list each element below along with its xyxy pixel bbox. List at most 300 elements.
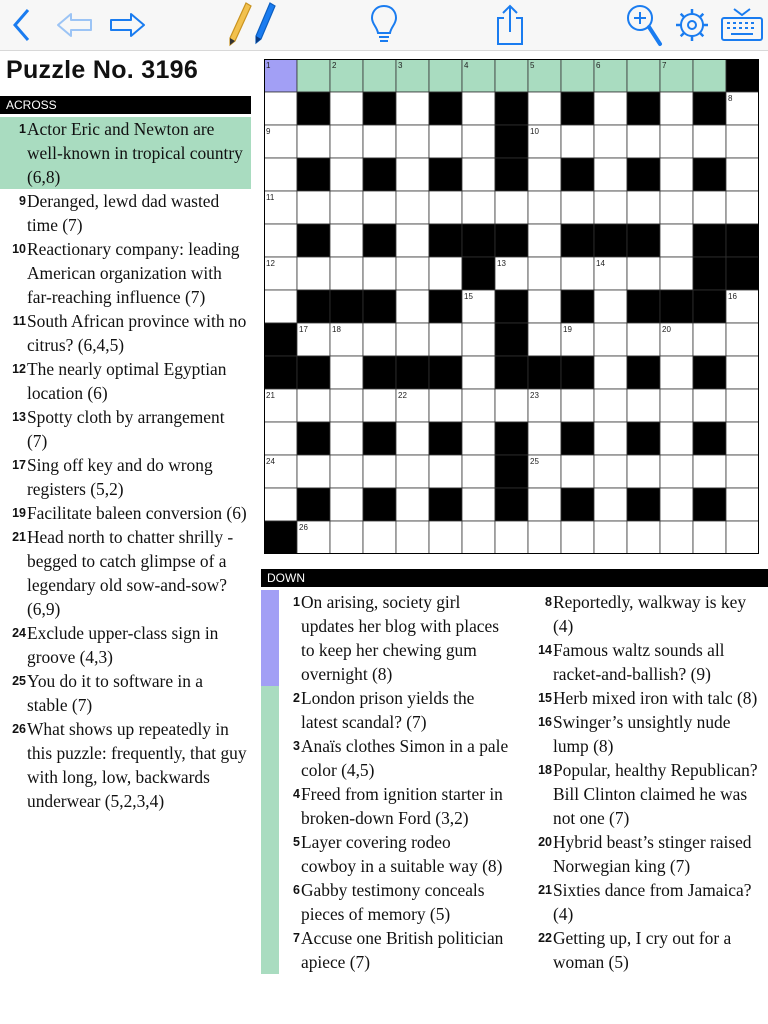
grid-cell-black — [561, 224, 594, 257]
grid-cell-white[interactable] — [660, 389, 693, 422]
grid-cell-white[interactable] — [561, 125, 594, 158]
grid-cell-white[interactable] — [726, 488, 759, 521]
grid-cell-white[interactable] — [528, 521, 561, 554]
grid-cell-black — [297, 290, 330, 323]
clue-text: Herb mixed iron with talc (8) — [553, 688, 758, 708]
grid-cell-number: 8 — [728, 94, 733, 103]
grid-cell-black — [396, 356, 429, 389]
grid-cell-black — [594, 224, 627, 257]
grid-cell-white[interactable] — [429, 257, 462, 290]
clue-down-col1-2[interactable] — [261, 686, 509, 734]
grid-cell-white[interactable] — [594, 290, 627, 323]
grid-cell-white[interactable] — [330, 488, 363, 521]
grid-cell-black — [297, 488, 330, 521]
grid-cell-white[interactable] — [264, 422, 297, 455]
grid-cell-black — [363, 356, 396, 389]
crossword-grid[interactable] — [264, 59, 759, 554]
clue-text: Famous waltz sounds all racket-and-ballish? (9) — [553, 640, 725, 684]
grid-cell-white[interactable] — [627, 257, 660, 290]
pen-icon — [248, 1, 278, 49]
grid-cell-white[interactable] — [264, 158, 297, 191]
grid-cell-highlighted[interactable] — [627, 59, 660, 92]
clue-across-clues-24[interactable] — [0, 621, 251, 669]
grid-cell-white[interactable] — [561, 455, 594, 488]
grid-cell-white[interactable] — [726, 158, 759, 191]
grid-cell-white[interactable] — [627, 455, 660, 488]
clue-down-col2-14[interactable] — [509, 638, 768, 686]
clue-number: 21 — [12, 530, 26, 544]
grid-cell-white[interactable] — [660, 191, 693, 224]
grid-cell-black — [726, 257, 759, 290]
grid-cell-white[interactable] — [396, 125, 429, 158]
grid-cell-white[interactable] — [330, 422, 363, 455]
grid-cell-white[interactable] — [462, 521, 495, 554]
clue-number: 5 — [293, 835, 300, 849]
clue-number: 14 — [538, 643, 552, 657]
grid-cell-black — [297, 224, 330, 257]
grid-cell-white[interactable] — [462, 356, 495, 389]
clue-text: Freed from ignition starter in broken-down Ford (3,2) — [301, 784, 503, 828]
grid-cell-white[interactable] — [726, 389, 759, 422]
grid-cell-white[interactable] — [693, 125, 726, 158]
clue-text: London prison yields the latest scandal? (7) — [301, 688, 475, 732]
grid-cell-white[interactable] — [264, 488, 297, 521]
grid-cell-black — [429, 224, 462, 257]
settings-button[interactable] — [672, 0, 712, 50]
grid-cell-white[interactable] — [495, 521, 528, 554]
grid-cell-black — [627, 92, 660, 125]
clue-number: 19 — [12, 506, 26, 520]
grid-cell-white[interactable] — [726, 125, 759, 158]
grid-cell-number: 7 — [662, 61, 667, 70]
down-clue-list-left — [261, 590, 509, 974]
grid-cell-white[interactable] — [396, 191, 429, 224]
grid-cell-white[interactable] — [330, 521, 363, 554]
grid-cell-white[interactable] — [561, 521, 594, 554]
grid-cell-black — [429, 290, 462, 323]
grid-cell-highlighted[interactable] — [297, 59, 330, 92]
grid-cell-white[interactable] — [528, 92, 561, 125]
clue-number: 10 — [12, 242, 26, 256]
clue-text: Spotty cloth by arrangement (7) — [27, 407, 225, 451]
grid-cell-white[interactable] — [594, 125, 627, 158]
grid-cell-number: 24 — [266, 457, 275, 466]
grid-cell-white[interactable] — [396, 488, 429, 521]
grid-cell-black — [693, 356, 726, 389]
clue-highlight-bar — [509, 926, 527, 974]
grid-cell-white[interactable] — [363, 191, 396, 224]
grid-cell-black — [495, 488, 528, 521]
grid-cell-number: 25 — [530, 457, 539, 466]
grid-cell-white[interactable] — [594, 92, 627, 125]
clue-across-clues-17[interactable] — [0, 453, 251, 501]
clue-down-col2-8[interactable] — [509, 590, 768, 638]
grid-cell-black — [297, 158, 330, 191]
grid-cell-white[interactable] — [594, 356, 627, 389]
grid-cell-white[interactable] — [660, 356, 693, 389]
grid-cell-black — [429, 422, 462, 455]
grid-cell-black — [495, 356, 528, 389]
back-icon — [10, 7, 34, 43]
clue-down-col1-3[interactable] — [261, 734, 509, 782]
grid-cell-white[interactable] — [363, 455, 396, 488]
grid-cell-black — [693, 224, 726, 257]
grid-cell-white[interactable] — [660, 158, 693, 191]
clue-text: Head north to chatter shrilly - begged to catch glimpse of a legendary old sow-and-sow? (6,9) — [27, 527, 234, 619]
redo-icon — [108, 11, 146, 39]
grid-cell-white[interactable] — [660, 257, 693, 290]
grid-cell-white[interactable] — [693, 389, 726, 422]
grid-cell-white[interactable] — [726, 323, 759, 356]
share-icon — [495, 4, 525, 46]
clue-highlight-bar — [261, 926, 279, 974]
clue-text: Accuse one British politician apiece (7) — [301, 928, 504, 972]
grid-cell-white[interactable] — [462, 488, 495, 521]
grid-cell-white[interactable] — [396, 257, 429, 290]
grid-cell-number: 1 — [266, 61, 271, 70]
clue-highlight-bar — [261, 782, 279, 830]
grid-cell-white[interactable] — [528, 191, 561, 224]
grid-cell-white[interactable] — [462, 92, 495, 125]
clue-highlight-bar — [509, 686, 527, 710]
clue-text: You do it to software in a stable (7) — [27, 671, 203, 715]
grid-cell-black — [561, 356, 594, 389]
grid-cell-white[interactable] — [462, 125, 495, 158]
grid-cell-white[interactable] — [396, 323, 429, 356]
grid-cell-white[interactable] — [363, 521, 396, 554]
clue-down-col2-15[interactable] — [509, 686, 768, 710]
clue-highlight-bar — [509, 830, 527, 878]
clue-across-clues-25[interactable] — [0, 669, 251, 717]
grid-cell-white[interactable] — [726, 356, 759, 389]
hint-bulb-icon — [369, 3, 399, 47]
grid-cell-white[interactable] — [429, 125, 462, 158]
clue-highlight-bar — [509, 590, 527, 638]
grid-cell-number: 15 — [464, 292, 473, 301]
grid-cell-number: 5 — [530, 61, 535, 70]
clue-number: 16 — [538, 715, 552, 729]
back-button[interactable] — [2, 0, 42, 50]
grid-cell-white[interactable] — [594, 521, 627, 554]
grid-cell-white[interactable] — [594, 389, 627, 422]
clue-highlight-bar — [261, 590, 279, 686]
undo-button[interactable] — [52, 0, 98, 50]
grid-cell-white[interactable] — [297, 125, 330, 158]
clue-number: 1 — [293, 595, 300, 609]
grid-cell-black — [429, 488, 462, 521]
clue-across-clues-10[interactable] — [0, 237, 251, 309]
clue-across-clues-26[interactable] — [0, 717, 251, 813]
clue-text: Sixties dance from Jamaica? (4) — [553, 880, 752, 924]
grid-cell-black — [495, 290, 528, 323]
grid-cell-white[interactable] — [330, 92, 363, 125]
clue-number: 18 — [538, 763, 552, 777]
clue-down-col2-22[interactable] — [509, 926, 768, 974]
grid-cell-black — [363, 422, 396, 455]
grid-cell-white[interactable] — [528, 422, 561, 455]
grid-cell-number: 12 — [266, 259, 275, 268]
grid-cell-black — [726, 59, 759, 92]
clue-number: 20 — [538, 835, 552, 849]
grid-cell-black — [363, 290, 396, 323]
grid-cell-white[interactable] — [528, 257, 561, 290]
grid-cell-white[interactable] — [297, 389, 330, 422]
grid-cell-white[interactable] — [330, 389, 363, 422]
grid-cell-white[interactable] — [495, 191, 528, 224]
clue-number: 21 — [538, 883, 552, 897]
grid-cell-black — [297, 356, 330, 389]
grid-cell-highlighted[interactable] — [363, 59, 396, 92]
grid-cell-white[interactable] — [528, 158, 561, 191]
clue-number: 12 — [12, 362, 26, 376]
grid-cell-white[interactable] — [528, 488, 561, 521]
grid-cell-black — [561, 158, 594, 191]
grid-cell-black — [363, 92, 396, 125]
clue-text: Reactionary company: leading American organization with far-reaching influence (7) — [27, 239, 240, 307]
grid-cell-white[interactable] — [396, 92, 429, 125]
grid-cell-white[interactable] — [660, 521, 693, 554]
grid-cell-highlighted[interactable] — [693, 59, 726, 92]
grid-cell-black — [693, 488, 726, 521]
grid-cell-white[interactable] — [594, 455, 627, 488]
grid-cell-white[interactable] — [396, 455, 429, 488]
grid-cell-white[interactable] — [396, 521, 429, 554]
clue-down-col2-18[interactable] — [509, 758, 768, 830]
toolbar — [0, 0, 768, 51]
grid-cell-white[interactable] — [594, 422, 627, 455]
grid-cell-white[interactable] — [627, 191, 660, 224]
across-clue-list — [0, 117, 251, 813]
grid-cell-white[interactable] — [660, 92, 693, 125]
grid-cell-white[interactable] — [462, 422, 495, 455]
grid-cell-highlighted[interactable] — [429, 59, 462, 92]
grid-cell-white[interactable] — [726, 422, 759, 455]
clue-number: 24 — [12, 626, 26, 640]
grid-cell-black — [297, 92, 330, 125]
clue-across-clues-9[interactable] — [0, 189, 251, 237]
grid-cell-white[interactable] — [264, 224, 297, 257]
grid-cell-white[interactable] — [330, 158, 363, 191]
grid-cell-white[interactable] — [462, 158, 495, 191]
grid-cell-white[interactable] — [429, 521, 462, 554]
grid-cell-white[interactable] — [396, 422, 429, 455]
grid-cell-black — [264, 356, 297, 389]
grid-cell-black — [627, 422, 660, 455]
grid-cell-white[interactable] — [594, 323, 627, 356]
clue-across-clues-11[interactable] — [0, 309, 251, 357]
clue-text: Popular, healthy Republican? Bill Clinton claimed he was not one (7) — [553, 760, 758, 828]
clue-text: Facilitate baleen conversion (6) — [27, 503, 247, 523]
clue-number: 17 — [12, 458, 26, 472]
grid-cell-white[interactable] — [693, 521, 726, 554]
settings-gear-icon — [674, 7, 710, 43]
grid-cell-black — [330, 290, 363, 323]
clue-number: 8 — [545, 595, 552, 609]
clue-down-col1-6[interactable] — [261, 878, 509, 926]
redo-button[interactable] — [104, 0, 150, 50]
grid-cell-white[interactable] — [594, 191, 627, 224]
grid-cell-white[interactable] — [726, 455, 759, 488]
grid-cell-white[interactable] — [528, 290, 561, 323]
grid-cell-number: 3 — [398, 61, 403, 70]
grid-cell-white[interactable] — [726, 521, 759, 554]
clue-down-col1-1[interactable] — [261, 590, 509, 686]
clue-highlight-bar — [261, 878, 279, 926]
grid-cell-black — [561, 422, 594, 455]
clue-text: Actor Eric and Newton are well-known in tropical country (6,8) — [27, 119, 243, 187]
grid-cell-white[interactable] — [363, 257, 396, 290]
clue-number: 13 — [12, 410, 26, 424]
grid-cell-number: 22 — [398, 391, 407, 400]
hint-button[interactable] — [364, 0, 404, 50]
grid-cell-white[interactable] — [462, 389, 495, 422]
grid-cell-black — [693, 422, 726, 455]
grid-cell-white[interactable] — [627, 521, 660, 554]
grid-cell-white[interactable] — [330, 455, 363, 488]
grid-cell-number: 18 — [332, 325, 341, 334]
grid-cell-highlighted[interactable] — [561, 59, 594, 92]
grid-cell-white[interactable] — [561, 257, 594, 290]
clue-down-col1-7[interactable] — [261, 926, 509, 974]
grid-cell-black — [495, 92, 528, 125]
clue-across-clues-21[interactable] — [0, 525, 251, 621]
grid-cell-number: 4 — [464, 61, 469, 70]
grid-cell-number: 20 — [662, 325, 671, 334]
clue-down-col2-21[interactable] — [509, 878, 768, 926]
grid-cell-black — [627, 224, 660, 257]
grid-cell-white[interactable] — [462, 191, 495, 224]
clue-text: Sing off key and do wrong registers (5,2) — [27, 455, 213, 499]
grid-cell-number: 10 — [530, 127, 539, 136]
grid-cell-white[interactable] — [660, 125, 693, 158]
grid-cell-white[interactable] — [429, 455, 462, 488]
clue-highlight-bar — [261, 830, 279, 878]
grid-cell-white[interactable] — [660, 455, 693, 488]
clue-text: South African province with no citrus? (6,4,5) — [27, 311, 247, 355]
grid-cell-white[interactable] — [462, 323, 495, 356]
pen-mode-button[interactable] — [248, 0, 278, 50]
clue-number: 22 — [538, 931, 552, 945]
across-header: ACROSS — [0, 96, 251, 114]
grid-cell-white[interactable] — [660, 224, 693, 257]
grid-cell-number: 16 — [728, 292, 737, 301]
grid-cell-black — [363, 158, 396, 191]
grid-cell-number: 19 — [563, 325, 572, 334]
grid-cell-white[interactable] — [726, 191, 759, 224]
keyboard-button[interactable] — [718, 0, 766, 50]
clue-number: 1 — [19, 122, 26, 136]
grid-cell-white[interactable] — [594, 488, 627, 521]
grid-cell-black — [429, 158, 462, 191]
clue-number: 4 — [293, 787, 300, 801]
grid-cell-white[interactable] — [330, 125, 363, 158]
grid-cell-black — [495, 158, 528, 191]
grid-cell-white[interactable] — [627, 125, 660, 158]
clue-text: Layer covering rodeo cowboy in a suitable way (8) — [301, 832, 503, 876]
grid-cell-white[interactable] — [561, 389, 594, 422]
clue-across-clues-12[interactable] — [0, 357, 251, 405]
grid-cell-black — [627, 488, 660, 521]
grid-cell-black — [495, 323, 528, 356]
grid-cell-white[interactable] — [330, 356, 363, 389]
grid-cell-white[interactable] — [693, 191, 726, 224]
grid-cell-white[interactable] — [297, 191, 330, 224]
puzzle-title: Puzzle No. 3196 — [6, 56, 199, 84]
grid-cell-white[interactable] — [396, 158, 429, 191]
clue-across-clues-1[interactable] — [0, 117, 251, 189]
grid-cell-white[interactable] — [363, 125, 396, 158]
grid-cell-white[interactable] — [363, 389, 396, 422]
grid-cell-white[interactable] — [528, 224, 561, 257]
grid-cell-black — [363, 488, 396, 521]
clue-down-col2-16[interactable] — [509, 710, 768, 758]
grid-cell-white[interactable] — [660, 488, 693, 521]
grid-cell-number: 26 — [299, 523, 308, 532]
grid-cell-white[interactable] — [297, 257, 330, 290]
clue-highlight-bar — [509, 878, 527, 926]
grid-cell-number: 6 — [596, 61, 601, 70]
clue-down-col1-5[interactable] — [261, 830, 509, 878]
grid-cell-white[interactable] — [363, 323, 396, 356]
clue-highlight-bar — [261, 734, 279, 782]
grid-cell-white[interactable] — [660, 422, 693, 455]
grid-cell-white[interactable] — [330, 257, 363, 290]
clue-across-clues-19[interactable] — [0, 501, 251, 525]
grid-cell-number: 2 — [332, 61, 337, 70]
grid-cell-white[interactable] — [396, 290, 429, 323]
share-button[interactable] — [492, 0, 528, 50]
grid-cell-white[interactable] — [330, 191, 363, 224]
clue-number: 25 — [12, 674, 26, 688]
clue-down-col1-4[interactable] — [261, 782, 509, 830]
zoom-button[interactable] — [622, 0, 666, 50]
grid-cell-black — [495, 224, 528, 257]
clue-number: 7 — [293, 931, 300, 945]
grid-cell-white[interactable] — [429, 323, 462, 356]
grid-cell-black — [627, 356, 660, 389]
grid-cell-number: 11 — [266, 193, 275, 202]
clue-text: Gabby testimony conceals pieces of memory (5) — [301, 880, 485, 924]
grid-cell-white[interactable] — [627, 389, 660, 422]
clue-text: What shows up repeatedly in this puzzle: frequently, that guy with long, low, backwards underwear (5,2,3,4) — [27, 719, 247, 811]
grid-cell-white[interactable] — [561, 191, 594, 224]
grid-cell-white[interactable] — [396, 224, 429, 257]
grid-cell-white[interactable] — [693, 455, 726, 488]
grid-cell-white[interactable] — [297, 455, 330, 488]
grid-cell-white[interactable] — [693, 323, 726, 356]
grid-cell-white[interactable] — [528, 323, 561, 356]
grid-cell-white[interactable] — [594, 158, 627, 191]
grid-cell-white[interactable] — [495, 389, 528, 422]
clue-down-col2-20[interactable] — [509, 830, 768, 878]
grid-cell-number: 9 — [266, 127, 271, 136]
clue-across-clues-13[interactable] — [0, 405, 251, 453]
clue-text: Anaïs clothes Simon in a pale color (4,5) — [301, 736, 509, 780]
grid-cell-white[interactable] — [264, 290, 297, 323]
grid-cell-number: 14 — [596, 259, 605, 268]
grid-cell-white[interactable] — [330, 224, 363, 257]
grid-cell-white[interactable] — [429, 389, 462, 422]
grid-cell-white[interactable] — [264, 92, 297, 125]
clue-number: 6 — [293, 883, 300, 897]
grid-cell-white[interactable] — [462, 455, 495, 488]
grid-cell-highlighted[interactable] — [495, 59, 528, 92]
clue-text: Reportedly, walkway is key (4) — [553, 592, 747, 636]
grid-cell-white[interactable] — [627, 323, 660, 356]
grid-cell-white[interactable] — [429, 191, 462, 224]
down-header: DOWN — [261, 569, 768, 587]
clue-number: 11 — [12, 314, 26, 328]
